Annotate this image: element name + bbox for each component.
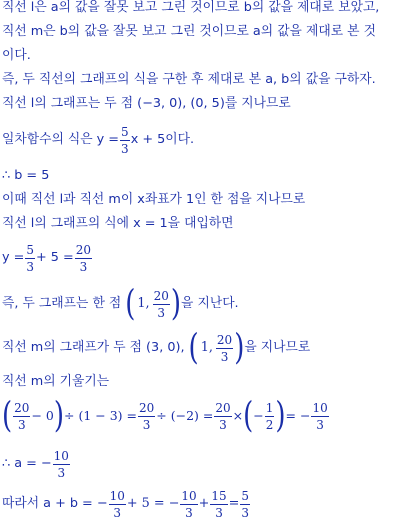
plus-five: + 5 = − <box>126 496 180 511</box>
fraction-numerator: 20 <box>216 332 233 347</box>
fraction-10-3 <box>180 489 197 520</box>
right-paren: ) <box>234 327 245 369</box>
divide-part: ÷ (1 − 3) = <box>64 408 137 423</box>
text-prefix: 즉, 두 그래프는 한 점 <box>2 296 122 311</box>
fraction-denominator: 3 <box>17 417 26 432</box>
eq-prefix: 일차함수의 식은 y = <box>2 132 120 147</box>
fraction-denominator: 3 <box>79 259 88 274</box>
left-paren: ( <box>188 327 199 369</box>
text-suffix: 을 지난다. <box>181 296 239 311</box>
fraction-10-3 <box>109 489 126 520</box>
text-line-5: 직선 l의 그래프는 두 점 (−3, 0), (0, 5)를 지나므로 <box>2 96 291 111</box>
left-paren: ( <box>2 395 13 437</box>
divide-neg-two: ÷ (−2) = <box>156 408 214 423</box>
eq-suffix: x + 5이다. <box>130 132 195 147</box>
right-paren: ) <box>170 283 182 325</box>
times: × <box>232 408 244 423</box>
fraction-numerator: 20 <box>14 400 30 415</box>
fraction-denominator: 3 <box>219 417 227 432</box>
fraction-20-3 <box>138 401 155 432</box>
text-suffix: 을 지나므로 <box>244 340 311 355</box>
fraction-denominator: 3 <box>113 505 122 520</box>
right-paren: ) <box>275 395 286 437</box>
fraction-numerator: 1 <box>265 400 274 415</box>
fraction-numerator: 5 <box>121 124 129 139</box>
fraction-denominator: 3 <box>241 505 250 520</box>
fraction-denominator: 3 <box>316 417 324 432</box>
fraction-20-3 <box>153 289 170 320</box>
fraction-denominator: 3 <box>121 141 129 156</box>
fraction-numerator: 20 <box>215 400 231 415</box>
text-line-4: 즉, 두 직선의 그래프의 식을 구한 후 제대로 본 a, b의 값을 구하자. <box>2 72 376 87</box>
eq-prefix: y = <box>2 250 25 265</box>
fraction-20-3 <box>13 401 30 432</box>
two-points-line <box>2 328 400 368</box>
equation-line-y-value <box>2 238 400 278</box>
fraction-numerator: 5 <box>26 242 35 257</box>
fraction-denominator: 3 <box>220 349 229 364</box>
fraction-denominator: 3 <box>215 505 223 520</box>
left-paren: ( <box>243 395 254 437</box>
text-line-3: 이다. <box>2 48 31 63</box>
slope-heading: 직선 m의 기울기는 <box>2 374 110 389</box>
result-b: ∴ b = 5 <box>2 168 50 183</box>
fraction-numerator: 10 <box>53 448 69 463</box>
result-a-prefix: ∴ a = − <box>2 456 52 471</box>
point-x: 1, <box>137 296 150 311</box>
text-prefix: 직선 m의 그래프가 두 점 (3, 0), <box>2 340 185 355</box>
point-x: 1, <box>200 340 213 355</box>
fraction-10-3 <box>311 401 328 432</box>
equals-neg: = − <box>285 408 311 423</box>
fraction-denominator: 3 <box>26 259 35 274</box>
fraction-1-2 <box>265 401 275 432</box>
fraction-numerator: 15 <box>211 488 227 503</box>
minus-zero: − 0 <box>31 408 54 423</box>
fraction-denominator: 3 <box>157 305 166 320</box>
right-paren: ) <box>53 395 64 437</box>
left-paren: ( <box>125 283 136 325</box>
fraction-numerator: 10 <box>312 400 328 415</box>
neg-sign: − <box>253 408 264 423</box>
fraction-numerator: 5 <box>241 488 250 503</box>
final-answer <box>2 484 400 524</box>
text-line-2: 직선 m은 b의 값을 잘못 보고 그린 것이므로 a의 값을 제대로 본 것 <box>2 24 376 39</box>
fraction-denominator: 3 <box>57 465 66 480</box>
fraction-numerator: 10 <box>109 488 125 503</box>
fraction-numerator: 20 <box>75 242 92 257</box>
text-line-8: 이때 직선 l과 직선 m이 x좌표가 1인 한 점을 지나므로 <box>2 192 306 207</box>
fraction-numerator: 20 <box>138 400 155 415</box>
fraction-numerator: 20 <box>153 288 169 303</box>
result-a <box>2 444 400 484</box>
final-prefix: 따라서 a + b = − <box>2 496 108 511</box>
fraction-20-3 <box>214 401 231 432</box>
fraction-denominator: 3 <box>142 417 151 432</box>
fraction-numerator: 10 <box>181 488 197 503</box>
fraction-20-3 <box>216 333 233 364</box>
fraction-denominator: 3 <box>185 505 193 520</box>
text-line-9: 직선 l의 그래프의 식에 x = 1을 대입하면 <box>2 216 234 231</box>
equation-line-y <box>2 120 400 160</box>
intersection-point-line <box>2 284 400 324</box>
fraction-5-3 <box>25 243 35 274</box>
plus: + <box>198 496 210 511</box>
fraction-5-3 <box>240 489 250 520</box>
fraction-15-3 <box>210 489 227 520</box>
fraction-denominator: 2 <box>265 417 274 432</box>
eq-middle: + 5 = <box>36 250 74 265</box>
fraction-10-3 <box>53 449 70 480</box>
slope-computation <box>2 394 400 438</box>
fraction-5-3 <box>120 125 130 156</box>
equals: = <box>228 496 240 511</box>
text-line-1: 직선 l은 a의 값을 잘못 보고 그린 것이므로 b의 값을 제대로 보았고, <box>2 0 380 15</box>
fraction-20-3 <box>75 243 92 274</box>
